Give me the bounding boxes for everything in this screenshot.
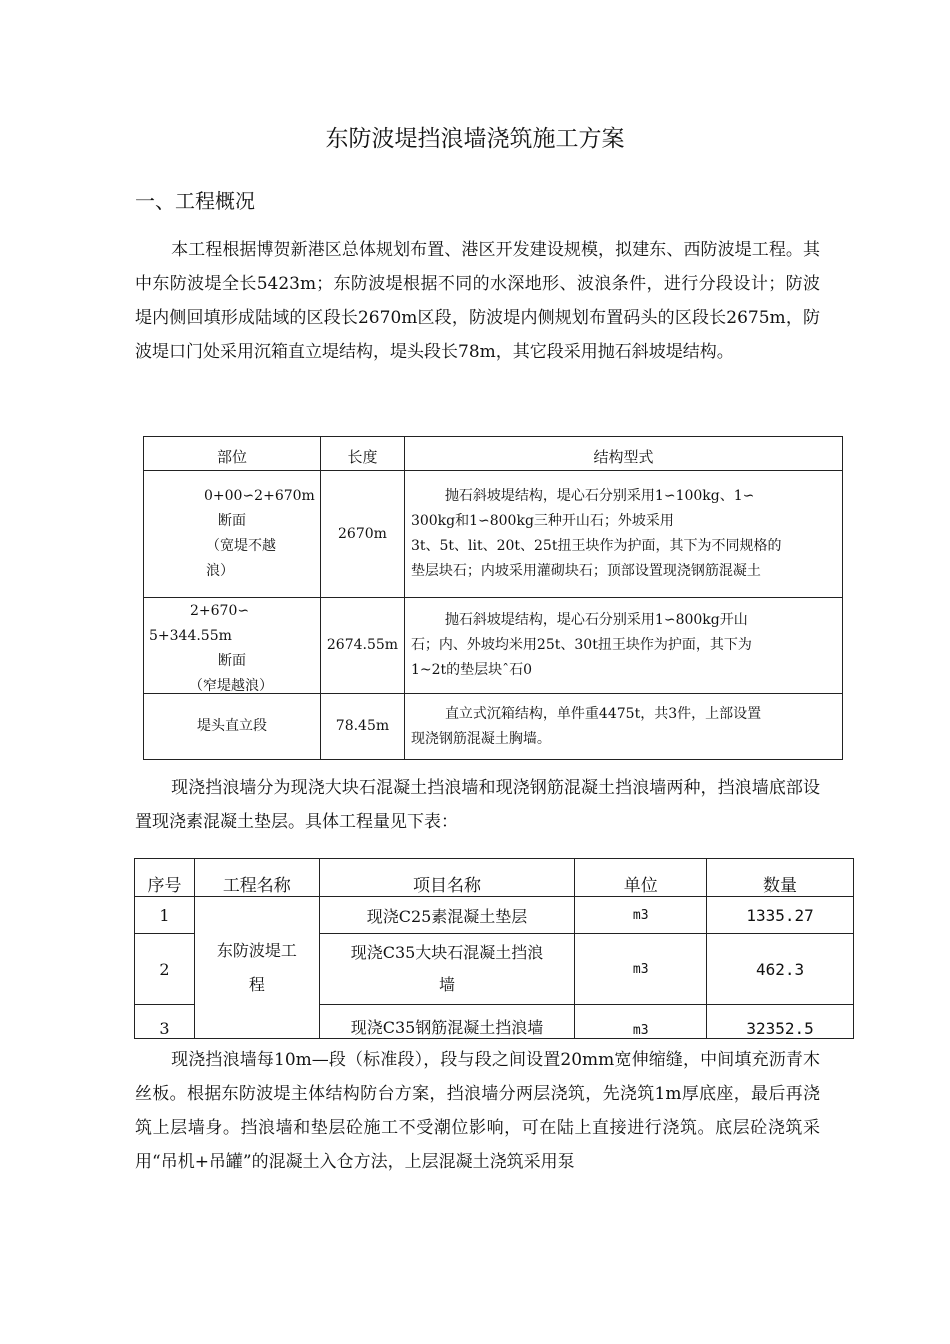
structure-line: 1~2t的垫层块ˆ石0	[410, 662, 533, 678]
header-part: 部位	[144, 437, 321, 471]
length-cell: 2674.55m	[320, 598, 404, 694]
project-name-line: 东防波堤工	[216, 940, 297, 960]
pouring-paragraph	[135, 1043, 820, 1179]
structure-line: 现浇钢筋混凝土胸墙。	[410, 730, 551, 747]
header-qty: 数量	[707, 859, 854, 897]
table-header-row	[135, 859, 854, 897]
project-name-cell	[194, 897, 319, 1039]
overview-paragraph	[135, 233, 820, 369]
unit-cell: m3	[575, 1005, 707, 1039]
part-line: （窄堤越浪）	[189, 677, 273, 693]
qty-cell: 462.3	[707, 934, 854, 1005]
document-title: 东防波堤挡浪墙浇筑施工方案	[325, 126, 625, 152]
part-line: 断面	[217, 652, 246, 669]
table-row	[135, 897, 854, 934]
header-length: 长度	[320, 437, 404, 471]
section-heading: 一、工程概况	[135, 189, 255, 213]
table-header-row	[144, 437, 843, 471]
header-item: 项目名称	[319, 859, 575, 897]
quantity-table	[134, 858, 854, 1039]
part-line: 2+670∽	[190, 602, 250, 619]
project-name-line: 程	[248, 974, 265, 994]
pouring-text: 现浇挡浪墙每10m—段（标准段），段与段之间设置20mm宽伸缩缝，中间填充沥青木丝板。根据东防波堤主体结构防台方案，挡浪墙分两层浇筑，先浇筑1m厚底座，最后再浇筑上层墙身。挡浪墙和垫层砼施工不受潮位影响，可在陆上直接进行浇筑。底层砼浇筑采用“吊机+吊罐”的混凝土入仓方法，上层混凝土浇筑采用泵	[135, 1050, 820, 1172]
part-line: 5+344.55m	[149, 627, 232, 644]
header-unit: 单位	[575, 859, 707, 897]
section-structure-table	[143, 436, 843, 760]
item-line: 现浇C35大块石混凝土挡浪	[350, 943, 544, 962]
table-row	[144, 598, 843, 694]
wall-types-text: 现浇挡浪墙分为现浇大块石混凝土挡浪墙和现浇钢筋混凝土挡浪墙两种，挡浪墙底部设置现浇素混凝土垫层。具体工程量见下表：	[135, 778, 820, 832]
part-line: 断面	[217, 513, 246, 529]
structure-line: 直立式沉箱结构，单件重4475t，共3件，上部设置	[444, 705, 762, 722]
structure-line: 抛石斜坡堤结构，堤心石分别采用1∽100kg、1∽	[444, 488, 755, 504]
structure-cell	[404, 694, 842, 760]
part-cell: 堤头直立段	[144, 694, 321, 760]
unit-cell: m3	[575, 934, 707, 1005]
row-no: 2	[135, 934, 195, 1005]
header-structure: 结构型式	[404, 437, 842, 471]
row-no: 1	[135, 897, 195, 934]
length-cell: 2670m	[320, 471, 404, 598]
header-no: 序号	[135, 859, 195, 897]
wall-types-paragraph	[135, 771, 820, 839]
part-cell	[144, 471, 321, 598]
item-cell	[319, 934, 575, 1005]
table-row	[144, 471, 843, 598]
structure-cell	[404, 598, 842, 694]
structure-line: 垫层块石；内坡采用灌砌块石；顶部设置现浇钢筋混凝土	[410, 563, 761, 579]
overview-text: 本工程根据博贺新港区总体规划布置、港区开发建设规模，拟建东、西防波堤工程。其中东防波堤全长5423m；东防波堤根据不同的水深地形、波浪条件，进行分段设计；防波堤内侧回填形成陆域的区段长2670m区段，防波堤内侧规划布置码头的区段长2675m，防波堤口门处采用沉箱直立堤结构，堤头段长78m，其它段采用抛石斜坡堤结构。	[135, 240, 820, 362]
part-line: （宽堤不越	[206, 538, 276, 554]
part-line: 0+00∽2+670m	[204, 488, 315, 504]
qty-cell: 32352.5	[707, 1005, 854, 1039]
item-line: 墙	[439, 975, 456, 994]
structure-line: 抛石斜坡堤结构，堤心石分别采用1∽800kg开山	[444, 612, 748, 628]
table-row	[144, 694, 843, 760]
part-line: 浪）	[206, 563, 234, 579]
structure-line: 石；内、外坡均米用25t、30t扭王块作为护面，其下为	[410, 637, 752, 653]
unit-cell: m3	[575, 897, 707, 934]
header-project: 工程名称	[194, 859, 319, 897]
structure-cell	[404, 471, 842, 598]
item-cell: 现浇C25素混凝土垫层	[319, 897, 575, 934]
item-cell: 现浇C35钢筋混凝土挡浪墙	[319, 1005, 575, 1039]
structure-line: 3t、5t、lit、20t、25t扭王块作为护面，其下为不同规格的	[410, 538, 782, 554]
structure-line: 300kg和1∽800kg三种开山石；外坡采用	[410, 513, 674, 529]
length-cell: 78.45m	[320, 694, 404, 760]
part-cell	[144, 598, 321, 694]
row-no: 3	[135, 1005, 195, 1039]
qty-cell: 1335.27	[707, 897, 854, 934]
